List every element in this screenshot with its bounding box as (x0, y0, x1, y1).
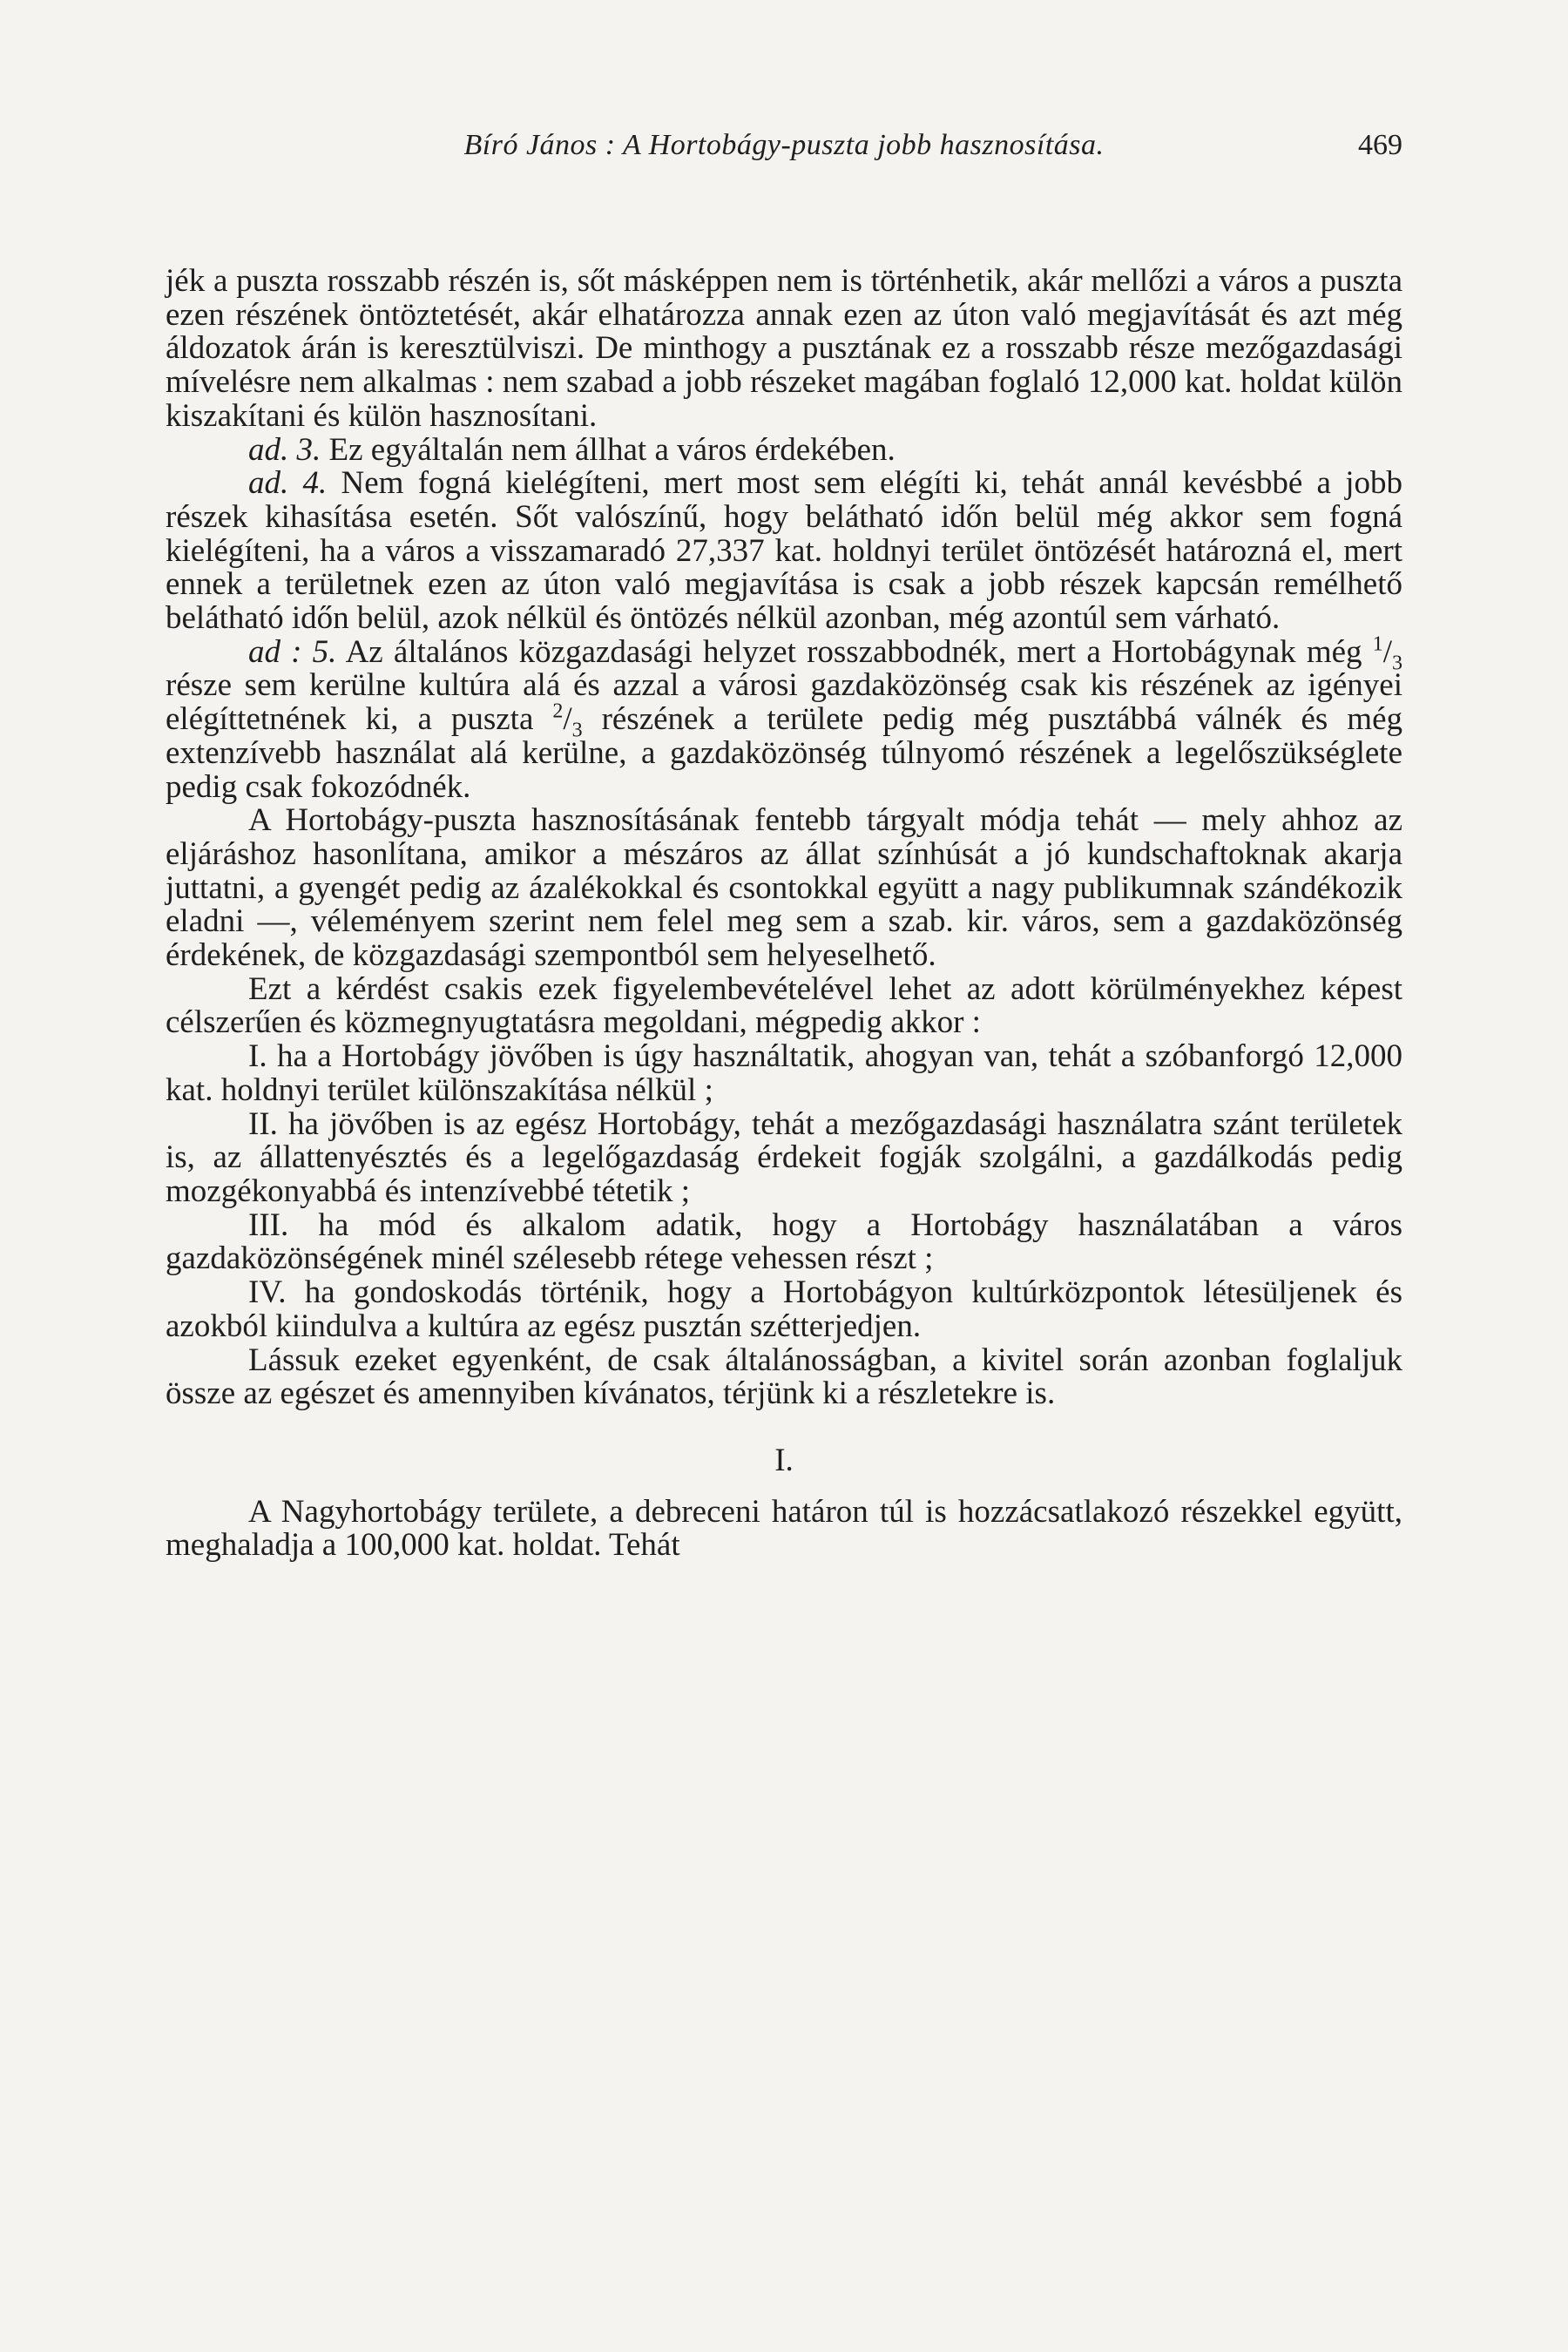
section-heading: I. (774, 1442, 794, 1478)
paragraph-ad-5 (166, 632, 1402, 805)
fraction-two-thirds: $^2/_3$ (552, 700, 583, 742)
paragraph-1: jék a puszta rosszabb részén is, sőt másképpen nem is történhetik, akár mellőzi a város a puszta ezen részének öntöztetését, akár elhatározza annak ezen az úton való megjavítását és azt még áldozatok árán is keresztülviszi. De minthogy a pusztának ez a rosszabb része mezőgazdasági mívelésre nem alkalmas : nem szabad a jobb részeket magában foglaló 12,000 kat. holdat külön kiszakítani és külön hasznosítani. (166, 263, 1402, 434)
running-header (166, 129, 1402, 181)
body-text (166, 265, 1402, 1563)
fraction-one-third: $^1/_3$ (1372, 632, 1402, 675)
running-title: Bíró János : A Hortobágy-puszta jobb hasznosítása. (463, 129, 1105, 161)
paragraph-list-iv: IV. ha gondoskodás történik, hogy a Hortobágyon kultúrközpontok létesüljenek és azokból kiindulva a kultúra az egész pusztán szétterjedjen. (166, 1274, 1402, 1344)
ad-5-text-b: része sem kerülne kultúra alá és azzal a városi gazdaközönség csak kis részének az igényei elégíttetnének ki, a puszta (166, 667, 1402, 738)
ad-4-text: Nem fogná kielégíteni, mert most sem elégíti ki, tehát annál kevésbbé a jobb részek kihasítása esetén. Sőt valószínű, hogy belátható időn belül még akkor sem fogná kielégíteni, ha a város a visszamaradó 27,337 kat. holdnyi terület öntözését határozná el, mert ennek a területnek ezen az úton való megjavítása is csak a jobb részek kapcsán remélhető belátható időn belül, azok nélkül és öntözés nélkül azonban, még azontúl sem várható. (166, 465, 1402, 637)
fraction-1-denominator: 3 (1391, 652, 1402, 675)
paragraph-6: Ezt a kérdést csakis ezek figyelembevételével lehet az adott körülményekhez képest célszerűen és közmegnyugtatásra megoldani, mégpedig akkor : (166, 970, 1402, 1041)
fraction-1-numerator: 1 (1372, 632, 1383, 656)
paragraph-ad-4 (166, 467, 1402, 636)
fraction-2-numerator: 2 (552, 700, 564, 723)
ad-5-text-c: részének a területe pedig még pusztábbá válnék és még extenzívebb használat alá kerülne, a gazdaközönség túlnyomó részének a legelőszükséglete pedig csak fokozódnék. (166, 701, 1402, 805)
ad-3-label: ad. 3. (248, 431, 321, 468)
paragraph-11: Lássuk ezeket egyenként, de csak általánosságban, a kivitel során azonban foglaljuk össze az egészet és amennyiben kívánatos, térjünk ki a részletekre is. (166, 1342, 1402, 1412)
paragraph-ad-3 (166, 431, 1402, 468)
page-number: 469 (1358, 129, 1402, 161)
paragraph-list-ii: II. ha jövőben is az egész Hortobágy, tehát a mezőgazdasági használatra szánt területek is, az állattenyésztés és a legelőgazdaság érdekeit fogják szolgálni, a gazdálkodás pedig mozgékonyabbá és intenzívebbé tétetik ; (166, 1105, 1402, 1209)
paragraph-list-iii: III. ha mód és alkalom adatik, hogy a Hortobágy használatában a város gazdaközönségének minél szélesebb rétege vehessen részt ; (166, 1206, 1402, 1277)
fraction-2-denominator: 3 (571, 719, 583, 742)
ad-5-label: ad : 5. (248, 633, 337, 670)
paragraph-list-i: I. ha a Hortobágy jövőben is úgy használtatik, ahogyan van, tehát a szóbanforgó 12,000 kat. holdnyi terület különszakítása nélkül ; (166, 1038, 1402, 1108)
ad-3-text: Ez egyáltalán nem állhat a város érdekében. (321, 431, 896, 468)
paragraph-12: A Nagyhortobágy területe, a debreceni határon túl is hozzácsatlakozó részekkel együtt, meghaladja a 100,000 kat. holdat. Tehát (166, 1493, 1402, 1564)
ad-5-text-a: Az általános közgazdasági helyzet rosszabbodnék, mert a Hortobágynak még (336, 633, 1373, 670)
ad-4-label: ad. 4. (248, 465, 328, 502)
paragraph-5: A Hortobágy-puszta hasznosításának fentebb tárgyalt módja tehát — mely ahhoz az eljáráshoz hasonlítana, amikor a mészáros az állat színhúsát a jó kundschaftoknak akarja juttatni, a gyengét pedig az ázalékokkal és csontokkal együtt a nagy publikumnak szándékozik eladni —, véleményem szerint nem felel meg sem a szab. kir. város, sem a gazdaközönség érdekének, de közgazdasági szempontból sem helyeselhető. (166, 802, 1402, 974)
